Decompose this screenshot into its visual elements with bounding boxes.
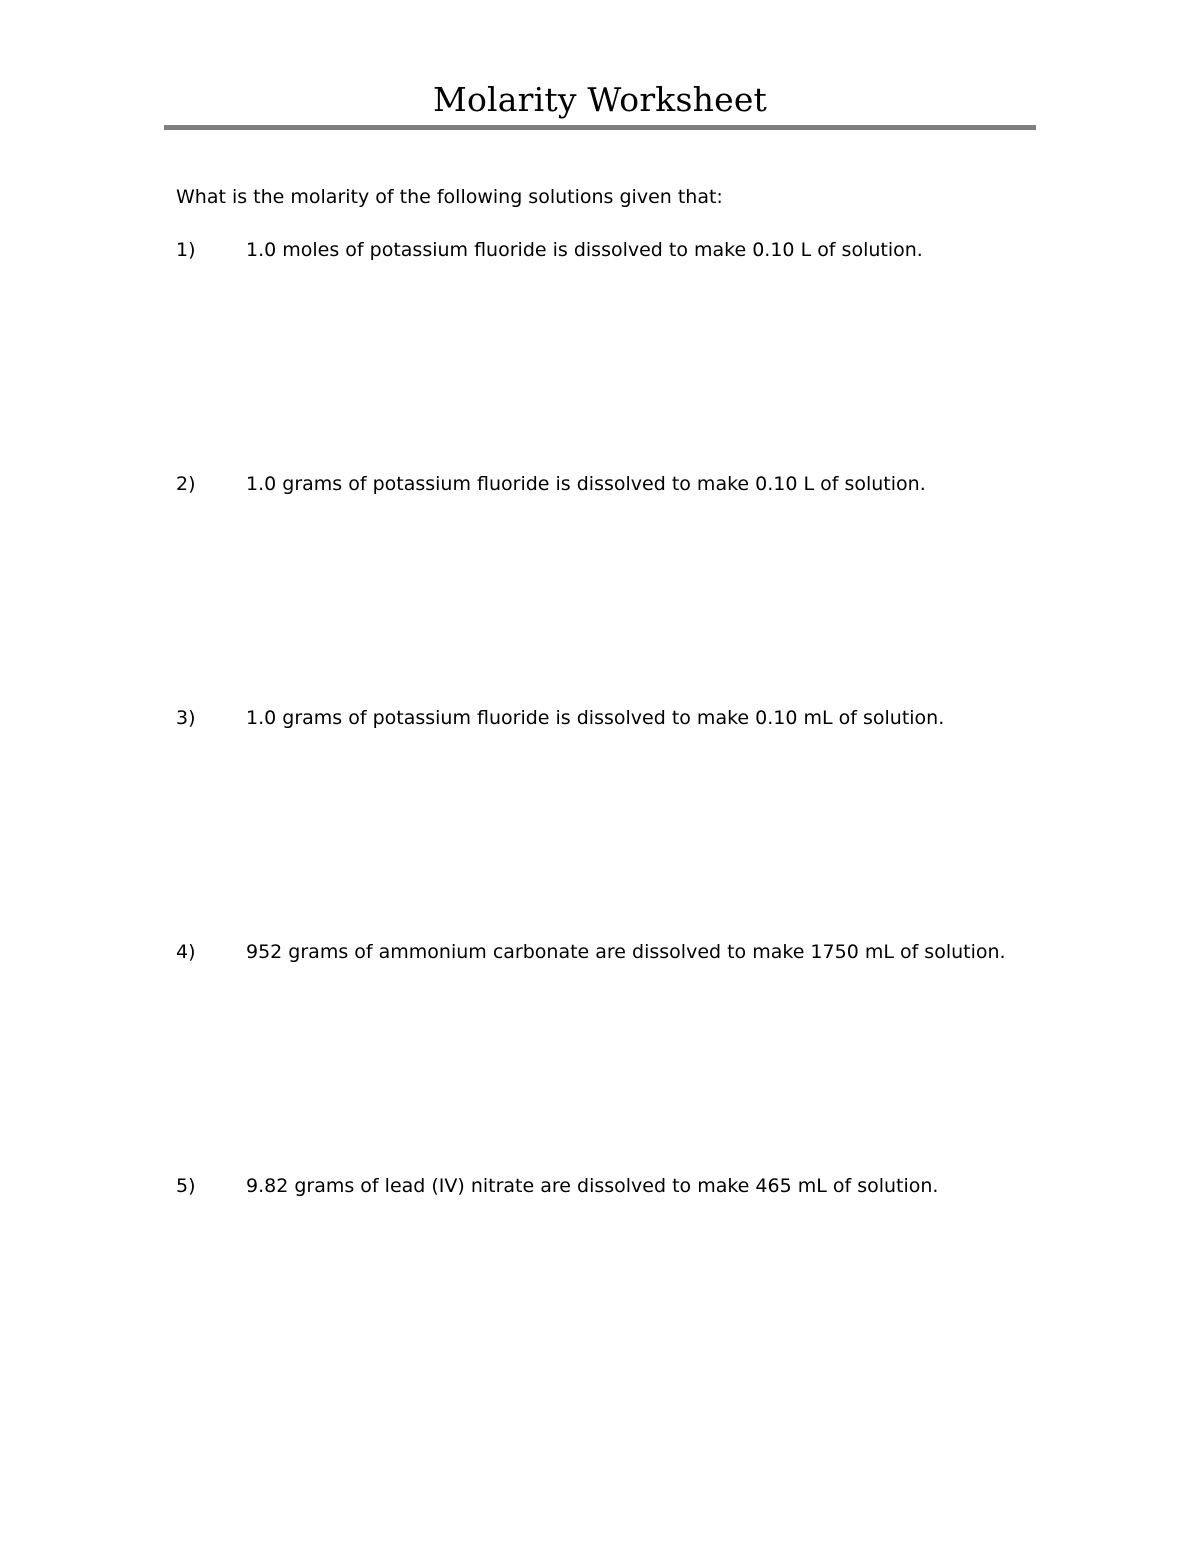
question-number: 2): [176, 473, 196, 495]
question-text: 9.82 grams of lead (IV) nitrate are dissolved to make 465 mL of solution.: [246, 1175, 939, 1197]
question-text: 1.0 grams of potassium fluoride is dissolved to make 0.10 L of solution.: [246, 473, 926, 495]
instructions-text: What is the molarity of the following solutions given that:: [176, 186, 723, 208]
title-divider: [164, 125, 1036, 130]
question-text: 1.0 grams of potassium fluoride is dissolved to make 0.10 mL of solution.: [246, 707, 945, 729]
question-number: 4): [176, 941, 196, 963]
question-number: 3): [176, 707, 196, 729]
question-text: 952 grams of ammonium carbonate are dissolved to make 1750 mL of solution.: [246, 941, 1006, 963]
question-text: 1.0 moles of potassium fluoride is dissolved to make 0.10 L of solution.: [246, 239, 923, 261]
question-number: 5): [176, 1175, 196, 1197]
page-title: Molarity Worksheet: [432, 80, 768, 119]
question-number: 1): [176, 239, 196, 261]
